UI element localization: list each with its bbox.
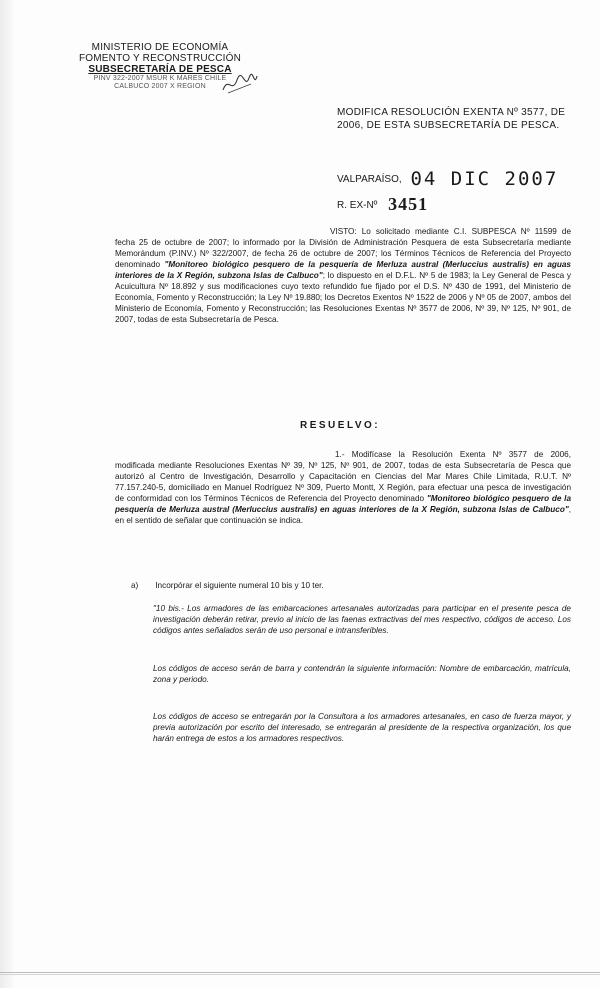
item-a-label: a) <box>131 581 139 590</box>
resolution-number-label: R. EX-Nº <box>337 200 378 211</box>
item-a-text: Incorpórar el siguiente numeral 10 bis y 10 ter. <box>155 581 324 590</box>
item-a <box>131 581 324 590</box>
project-title: "Monitoreo biológico pesquero de la pesquería de Merluza austral (Merluccius australis) en aguas interiores de la X Región, subzona Islas de Calbuco" <box>115 260 571 280</box>
place-label: VALPARAÍSO, <box>337 174 402 185</box>
letterhead-line-5: CALBUCO 2007 X REGION <box>114 83 206 90</box>
date-stamp: 04 DIC 2007 <box>410 168 559 190</box>
article-1-text-2: , en el sentido de señalar que continuación se indica. <box>115 505 571 525</box>
visto-text-2: ; lo dispuesto en el D.F.L. Nº 5 de 1983; la Ley General de Pesca y Acuicultura Nº 18.892 y sus modificaciones cuyo texto refundido fue fijado por el D.S. Nº 430 de 1991, del Ministerio de Economía, Fomento y Reconstrucción; la Ley Nº 19.880; los Decretos Exentos Nº 1522 de 2006 y Nº 05 de 2007, ambos del Ministerio de Economía, Fomento y Reconstrucción; las Resoluciones Exentas Nº 3577 de 2006, Nº 39, Nº 125, Nº 901, de 2007, todas de esta Subsecretaría de Pesca. <box>115 271 571 324</box>
scan-edge <box>0 0 14 988</box>
date-line <box>337 168 558 190</box>
letterhead-line-4: PINV 322-2007 MSUR K MARES CHILE <box>93 75 227 82</box>
quote-paragraph-2: Los códigos de acceso serán de barra y contendrán la siguiente información: Nombre de embarcación, matrícula, zona y periodo. <box>153 664 571 684</box>
resolution-number-value: 3451 <box>388 194 429 214</box>
handwritten-initials <box>220 72 260 96</box>
quote-paragraph-1: "10 bis.- Los armadores de las embarcaciones artesanales autorizadas para participar en el presente pesca de investigación deberán retirar, previo al inicio de las faenas extractivas del mes respectivo, códigos de acceso. Los códigos antes señalados serán de uso personal e intransferibles. <box>153 604 571 635</box>
letterhead-line-3: SUBSECRETARÍA DE PESCA <box>88 64 232 75</box>
article-1-paragraph <box>115 449 571 526</box>
resolution-reference: MODIFICA RESOLUCIÓN EXENTA Nº 3577, DE 2006, DE ESTA SUBSECRETARÍA DE PESCA. <box>337 107 566 131</box>
scan-artifact-line <box>0 974 600 975</box>
scan-artifact-line <box>0 972 600 973</box>
visto-text-1: VISTO: Lo solicitado mediante C.I. SUBPESCA Nº 11599 de fecha 25 de octubre de 2007; lo informado por la División de Administración Pesquera de esta Subsecretaría mediante Memorándum (P.INV.) Nº 322/2007, de fecha 26 de octubre de 2007; los Términos Técnicos de Referencia del Proyecto denominado <box>115 227 571 269</box>
visto-paragraph <box>115 226 571 325</box>
resolution-number <box>337 194 428 215</box>
article-1-text-1: 1.- Modifícase la Resolución Exenta Nº 3577 de 2006, modificada mediante Resoluciones Exentas Nº 39, Nº 125, Nº 901, de 2007, todas de esta Subsecretaría de Pesca que autorizó al Centro de Investigación, Desarrollo y Capacitación en Ciencias del Mar Mares Chile Limitada, R.U.T. Nº 77.157.240-5, domiciliado en Manuel Rodríguez Nº 309, Puerto Montt, X Región, para efectuar una pesca de investigación de conformidad con los Términos Técnicos de Referencia del Proyecto denominado <box>115 450 571 503</box>
letterhead-line-2: FOMENTO Y RECONSTRUCCIÓN <box>78 53 242 64</box>
resuelvo-heading: RESUELVO: <box>300 420 381 431</box>
project-title-2: "Monitoreo biológico pesquero de la pesquería de Merluza austral (Merluccius australis) en aguas interiores de la X Región, subzona Islas de Calbuco" <box>115 494 571 514</box>
quote-paragraph-3: Los códigos de acceso se entregarán por la Consultora a los armadores artesanales, en caso de fuerza mayor, y previa autorización por escrito del interesado, se entregarán al presidente de la respectiva organización, los que harán entrega de estos a los armadores respectivos. <box>153 712 571 743</box>
letterhead-line-1: MINISTERIO DE ECONOMÍA <box>91 42 229 53</box>
